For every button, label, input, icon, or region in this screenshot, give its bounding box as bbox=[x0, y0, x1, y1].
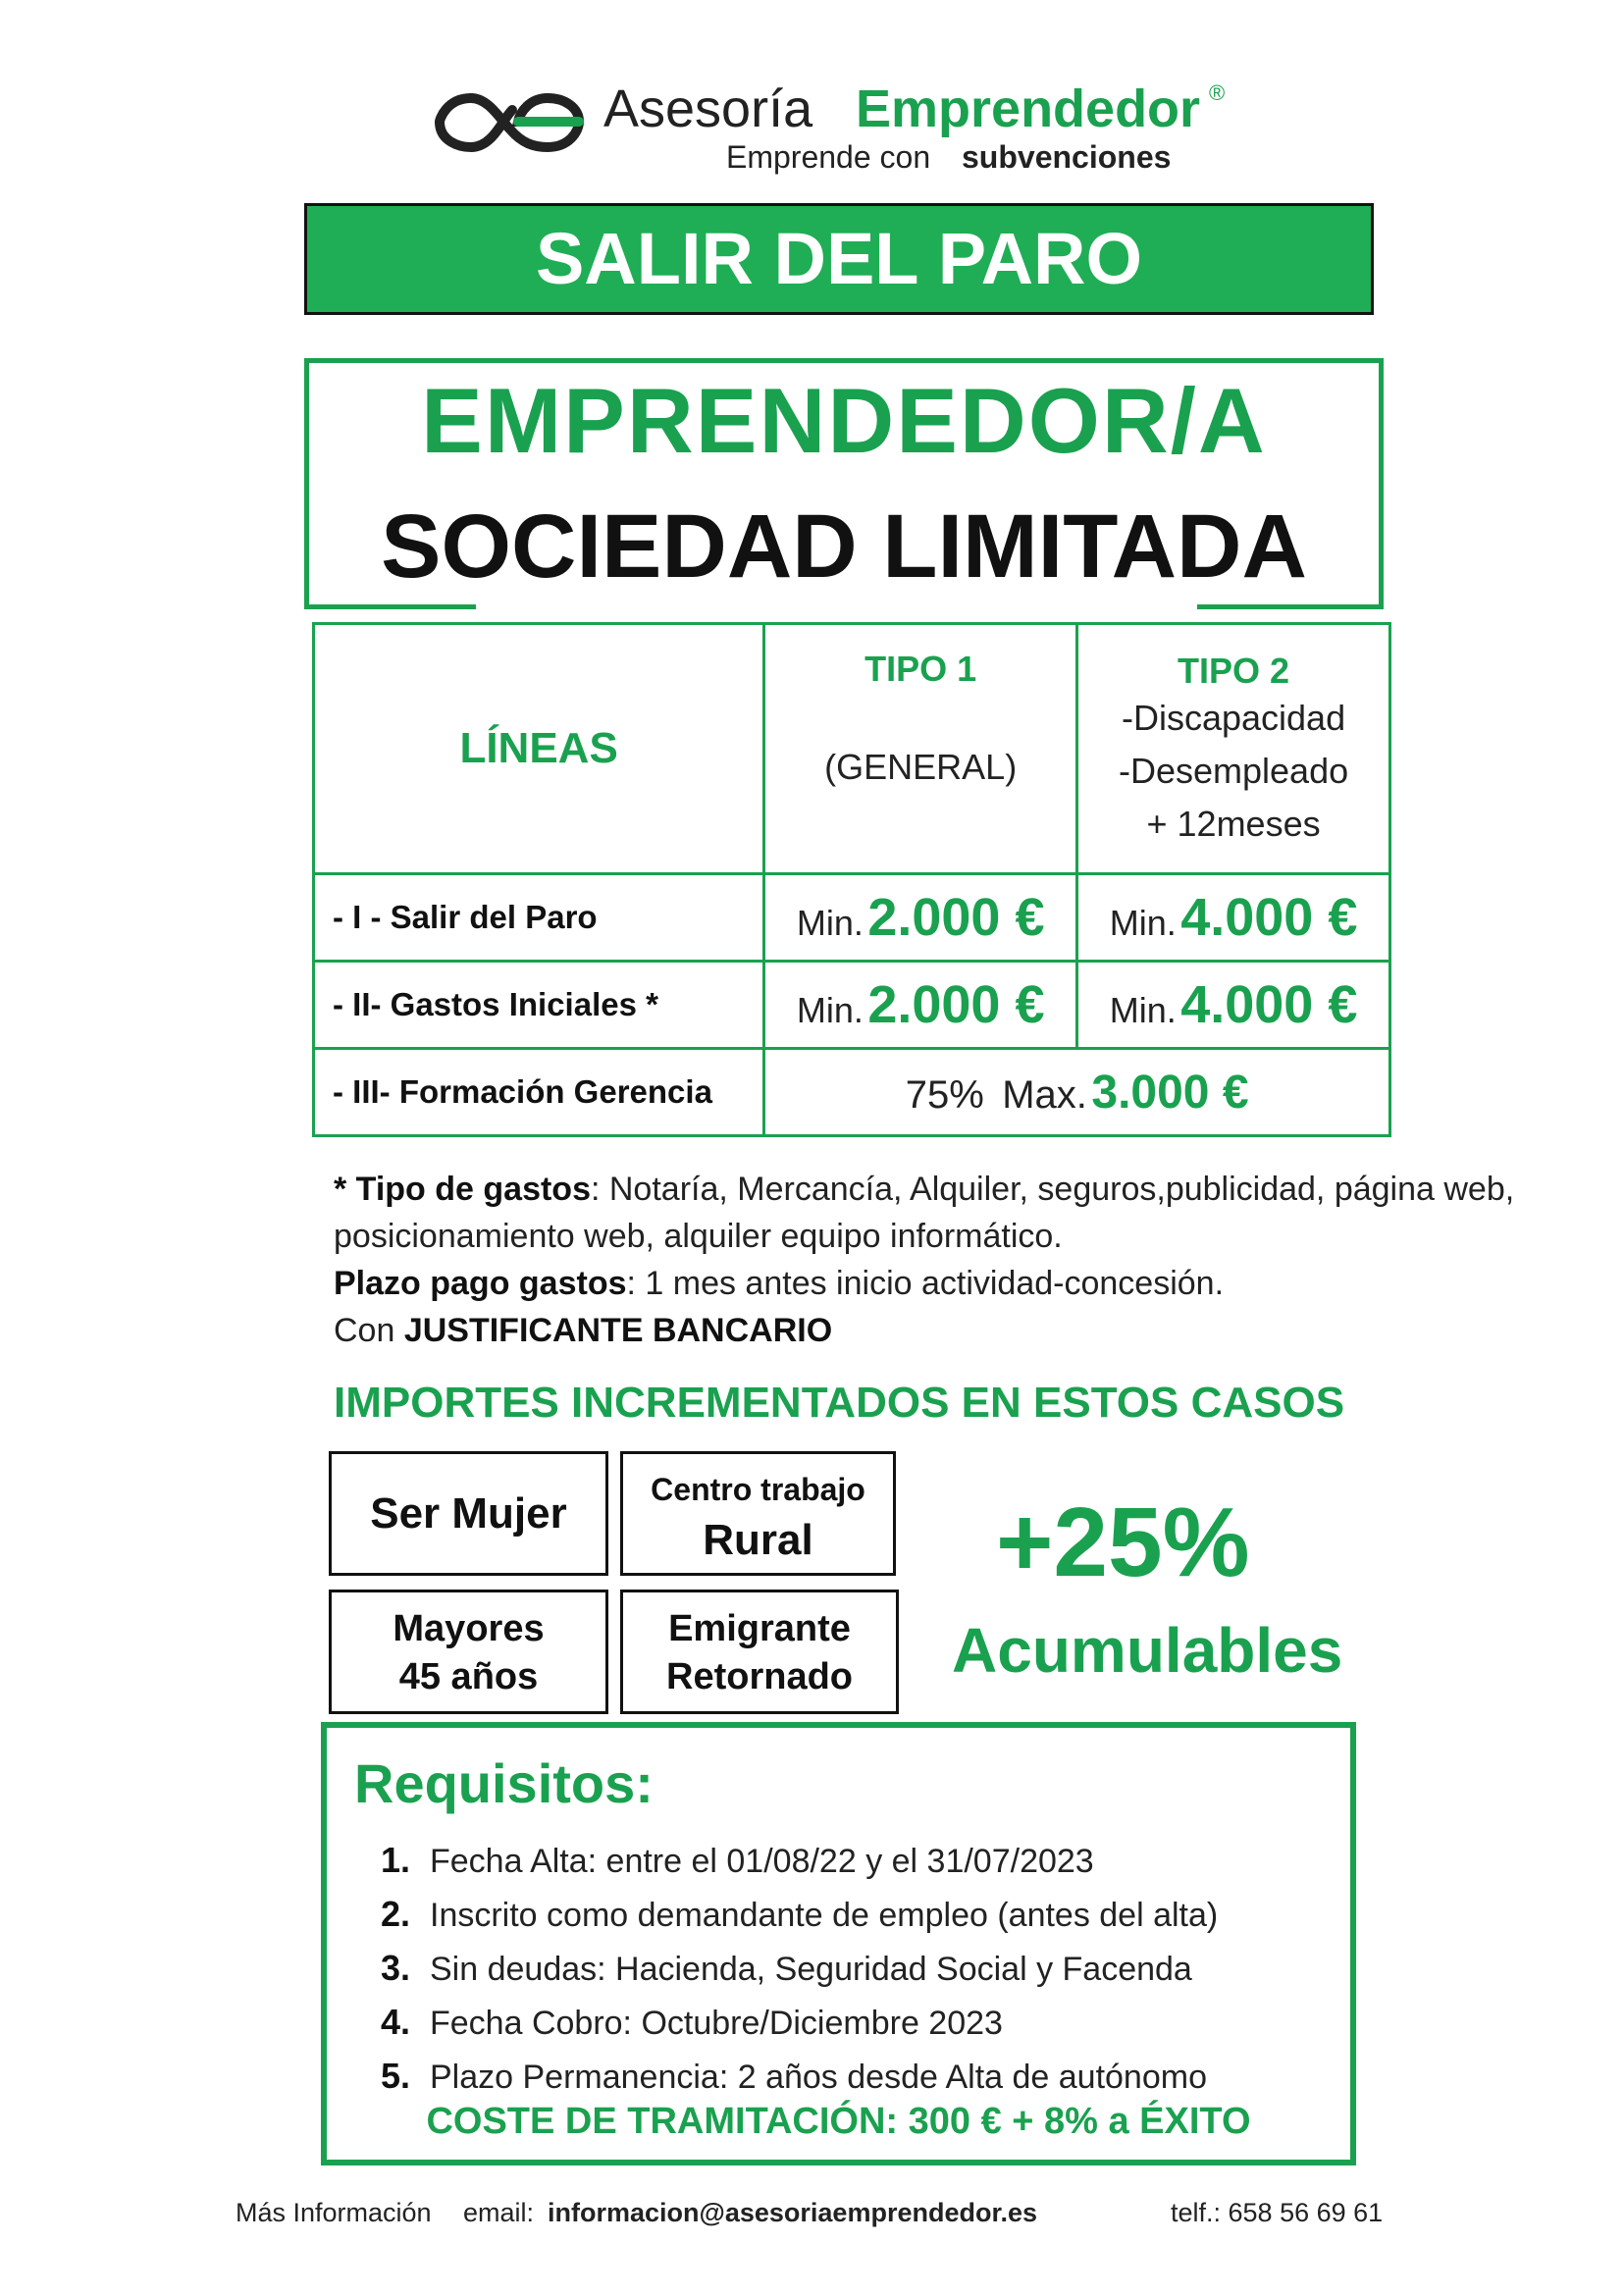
list-item bbox=[381, 2050, 1218, 2104]
case-label: Retornado bbox=[666, 1656, 853, 1697]
item-number: 3. bbox=[381, 1948, 411, 1988]
heading-frame-bottom-right bbox=[1197, 604, 1384, 609]
amount-value: 2.000 € bbox=[867, 975, 1045, 1034]
item-number: 5. bbox=[381, 2056, 411, 2096]
percent-value: 75% bbox=[905, 1072, 984, 1117]
header-tipo1-title: TIPO 1 bbox=[864, 649, 977, 689]
item-text: Fecha Cobro: Octubre/Diciembre 2023 bbox=[430, 2005, 1003, 2042]
case-label: Rural bbox=[703, 1516, 813, 1564]
table-row bbox=[314, 1049, 1390, 1136]
item-text: Fecha Alta: entre el 01/08/22 y el 31/07/2023 bbox=[430, 1843, 1094, 1880]
footer-info-label: Más Información bbox=[236, 2198, 432, 2227]
row-label: - III- Formación Gerencia bbox=[314, 1049, 764, 1136]
item-number: 4. bbox=[381, 2002, 411, 2042]
note-highlight: JUSTIFICANTE BANCARIO bbox=[403, 1312, 833, 1349]
tagline-bold: subvenciones bbox=[962, 139, 1172, 175]
item-text: Inscrito como demandante de empleo (antes del alta) bbox=[430, 1897, 1219, 1934]
amount-prefix: Min. bbox=[1109, 990, 1177, 1030]
heading-secondary: SOCIEDAD LIMITADA bbox=[381, 496, 1307, 597]
case-box-emigrant bbox=[620, 1590, 899, 1714]
amount-cell bbox=[764, 1049, 1390, 1136]
table-row bbox=[314, 874, 1390, 962]
amount-prefix: Min. bbox=[796, 903, 864, 943]
header-tipo2-title: TIPO 2 bbox=[1178, 651, 1290, 691]
case-box-age bbox=[329, 1590, 608, 1714]
increment-note: Acumulables bbox=[952, 1615, 1343, 1686]
amount-value: 2.000 € bbox=[867, 888, 1045, 947]
requirements-list bbox=[381, 1834, 1218, 2104]
case-box-rural bbox=[620, 1451, 896, 1576]
table-row bbox=[314, 962, 1390, 1049]
requirements-box bbox=[321, 1722, 1356, 2165]
subsidy-table bbox=[312, 622, 1391, 1137]
brand-name: Asesoría bbox=[603, 79, 813, 138]
requirements-title: Requisitos: bbox=[354, 1752, 654, 1814]
heading-primary: EMPRENDEDOR/A bbox=[421, 369, 1267, 472]
note-text: : 1 mes antes inicio actividad-concesión. bbox=[626, 1265, 1225, 1302]
item-number: 2. bbox=[381, 1894, 411, 1934]
row-label: - II- Gastos Iniciales * bbox=[314, 962, 764, 1049]
case-box-woman bbox=[329, 1451, 608, 1576]
note-text: Con bbox=[334, 1312, 395, 1349]
expense-notes bbox=[334, 1166, 1531, 1354]
header-tipo2-line: + 12meses bbox=[1146, 804, 1321, 844]
increment-percent: +25% bbox=[996, 1487, 1250, 1597]
row-label: - I - Salir del Paro bbox=[314, 874, 764, 962]
brand-name-accent: Emprendedor bbox=[856, 79, 1201, 138]
amount-cell bbox=[1077, 962, 1390, 1049]
item-text: Plazo Permanencia: 2 años desde Alta de autónomo bbox=[430, 2059, 1207, 2096]
list-item bbox=[381, 1942, 1218, 1996]
amount-value: 3.000 € bbox=[1091, 1066, 1249, 1119]
case-label: 45 años bbox=[398, 1656, 539, 1697]
case-label: Centro trabajo bbox=[651, 1472, 865, 1507]
amount-prefix: Min. bbox=[796, 990, 864, 1030]
header-tipo1-sub: (GENERAL) bbox=[824, 747, 1018, 787]
table-header-row bbox=[314, 624, 1390, 874]
title-banner: SALIR DEL PARO bbox=[304, 203, 1374, 315]
brand-logo bbox=[432, 69, 1236, 177]
list-item bbox=[381, 1834, 1218, 1888]
note-label: * Tipo de gastos bbox=[334, 1171, 591, 1208]
case-label: Ser Mujer bbox=[370, 1489, 567, 1538]
registered-mark: ® bbox=[1209, 80, 1226, 105]
case-label: Emigrante bbox=[668, 1608, 851, 1649]
note-text: : Notaría, Mercancía, Alquiler, seguros,publicidad, página web, posicionamiento web, alquiler equipo informático. bbox=[334, 1171, 1515, 1255]
list-item bbox=[381, 1996, 1218, 2050]
header-tipo2-line: -Desempleado bbox=[1118, 751, 1349, 791]
amount-cell bbox=[764, 874, 1077, 962]
footer-email-link[interactable]: informacion@asesoriaemprendedor.es bbox=[548, 2198, 1037, 2227]
amount-value: 4.000 € bbox=[1180, 975, 1358, 1034]
header-lineas bbox=[314, 624, 764, 874]
case-label: Mayores bbox=[393, 1608, 545, 1649]
heading-frame-bottom-left bbox=[304, 604, 476, 609]
tagline: Emprende con bbox=[726, 139, 931, 175]
increments-title: IMPORTES INCREMENTADOS EN ESTOS CASOS bbox=[334, 1379, 1345, 1427]
list-item bbox=[381, 1888, 1218, 1942]
processing-cost: COSTE DE TRAMITACIÓN: 300 € + 8% a ÉXITO bbox=[426, 2101, 1251, 2142]
amount-cell bbox=[1077, 874, 1390, 962]
header-tipo1 bbox=[764, 624, 1077, 874]
footer-email-label: email: bbox=[463, 2198, 535, 2227]
heading-frame-top bbox=[304, 358, 1384, 363]
amount-value: 4.000 € bbox=[1180, 888, 1358, 947]
note-label: Plazo pago gastos bbox=[334, 1265, 627, 1302]
amount-prefix: Max. bbox=[1002, 1072, 1087, 1117]
item-text: Sin deudas: Hacienda, Seguridad Social y Facenda bbox=[430, 1951, 1192, 1988]
amount-prefix: Min. bbox=[1109, 903, 1177, 943]
header-lineas-label: LÍNEAS bbox=[459, 724, 618, 772]
amount-cell bbox=[764, 962, 1077, 1049]
header-tipo2-line: -Discapacidad bbox=[1121, 698, 1346, 738]
heading-box bbox=[304, 358, 1384, 613]
footer-phone[interactable]: telf.: 658 56 69 61 bbox=[1171, 2198, 1384, 2227]
infinity-e-logo-icon bbox=[432, 80, 589, 159]
header-tipo2 bbox=[1077, 624, 1390, 874]
item-number: 1. bbox=[381, 1840, 411, 1880]
